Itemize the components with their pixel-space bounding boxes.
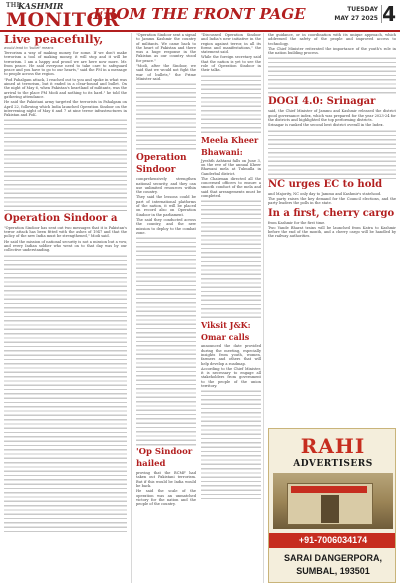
article-headline[interactable]: Live peacefully, (4, 32, 104, 46)
ad-phone[interactable]: +91-7006034174 (269, 533, 396, 548)
article-headline[interactable]: Meela Kheer Bhawani: (201, 134, 259, 157)
article-paragraph: "Operation Sindoor sent a signal to Jammu Kashmir the country of militants. We came back to the heart of Pakistan and there was a huge response in the Pakistan as our country stood for peace." (136, 33, 196, 63)
article-paragraph: "Pod Pahalgam attack, I reached out to you and spoke in what was aimed at terrorism, but it ended in a clear-bound and bullet. On the night of May 6, when Pakistan's heartland of militants, was the arrival to the place PM Modi and nothing to its hard." he told the gathering attendance. (4, 77, 127, 99)
column-2 (136, 33, 196, 508)
article-byline: would lead to 'bullet' means (4, 46, 54, 50)
page-number: 4 (382, 2, 396, 26)
column-4 (268, 33, 396, 240)
article (4, 213, 127, 534)
article-headline[interactable]: Operation Sindoor (136, 153, 187, 176)
article-paragraph: "Modi, after the Sindoor, we said that we would not fight the war of bullets," the Prime Minister said. (136, 64, 196, 81)
text-continuation (201, 199, 261, 319)
article-paragraph: He said the mission of national security is not a mission but a vow, and every Indian soldier who went on to that day was by our collective understanding. (4, 239, 127, 253)
article-headline[interactable]: 'Op Sindoor hailed (136, 447, 193, 470)
article-paragraph: the guidance, or in coordination with its unique approach, which addressed the safety of the people and improved access to technology. (268, 33, 396, 46)
article-paragraph: said, the Chief Minister of Jammu and Kashmir released the district good governance index, which was prepared for the year 2023-24 for the districts and highlighted the top performing districts. (268, 109, 396, 123)
text-continuation (268, 56, 396, 96)
column-3 (201, 33, 261, 499)
shop-sign-icon (291, 486, 367, 493)
article-paragraph: from Kashmir for the first time. (268, 220, 326, 225)
article-paragraph: proving that the BCMF had taken out Pakistani terrorism. But if this would be India would be back. (136, 471, 196, 489)
article-headline[interactable]: Operation Sindoor a (4, 212, 118, 224)
column-divider (131, 33, 132, 583)
column-divider (263, 33, 264, 583)
article-paragraph: Jyeshth Ashtami falls on June 3, on the eve of the annual Kheer Bhawani mela at Tulmulla in Ganderbal district. (201, 158, 261, 176)
article-paragraph: announced the date provided during the meeting, especially insights from youth, women, farmers and others that will help develop a roadmap. (201, 344, 261, 366)
ad-address-line2: SUMBAL, 193501 (296, 566, 370, 576)
text-continuation (201, 389, 261, 499)
article-paragraph: The Chief Minister reiterated the importance of the youth's role in the nation building process. (268, 46, 396, 56)
text-continuation (136, 236, 196, 446)
text-continuation (4, 254, 127, 534)
issue-weekday: TUESDAY (347, 6, 378, 13)
shop-door-icon (321, 495, 339, 523)
article-headline[interactable]: DOGI 4.0: Srinagar (268, 96, 376, 108)
article-paragraph: "Discussed Operation Sindoor and India's new initiative in the region against terror, in all its forms and manifestations," the statement said. (201, 33, 261, 55)
article-paragraph: The Chairman directed all the concerned officers to ensure a smooth conduct of the mela and said that arrangements must be completed. (201, 176, 261, 199)
newspaper-logo (4, 1, 120, 31)
article-paragraph: Srinagar is ranked the second best district overall in the Index. (268, 123, 384, 128)
article-headline[interactable]: Viksit J&K: Omar calls (201, 320, 251, 343)
section-title: .FROM THE FRONT PAGE (88, 5, 306, 23)
article-headline[interactable]: NC urges EC to hold (268, 178, 383, 190)
issue-date (334, 5, 378, 23)
article-paragraph: He said the scale of the operation was an unmatched victory for the nation and the people of the country. (136, 489, 196, 507)
ad-tagline: ADVERTISERS (293, 459, 373, 469)
article-headline[interactable]: In a first, cherry cargo (268, 207, 395, 219)
article-paragraph: The party raises the key demand for the Council elections, and the party leaders the polls in the state. (268, 196, 396, 206)
issue-date-text: MAY 27 2025 (334, 15, 378, 22)
article-paragraph: According to the Chief Minister, it is necessary to engage all stakeholders from government to the people of the union territory. (201, 366, 261, 389)
column-1 (4, 33, 127, 534)
article-paragraph: comprehensively strengthen national security, and they can use unlimited resources within the country. (136, 177, 196, 195)
masthead (0, 0, 400, 32)
ad-brand: RAHI (300, 434, 366, 458)
logo-the: THE (6, 2, 22, 9)
article-paragraph: Two Vande Bharat trains will be launched from Katra to Kashmir before the end of the month, and a cherry cargo will be handled by the railway authorities. (268, 225, 396, 239)
text-continuation (201, 74, 261, 134)
advertisement[interactable] (268, 428, 396, 583)
article-paragraph: and Majority, NC only day to Jammu and Kashmir's statehood. (268, 191, 382, 196)
logo-kashmir: KASHMIR (18, 1, 64, 11)
article-paragraph: "Operation Sindoor has sent out two messages that it is Pakistan's terror attack has been fitted with the ashes of 1947 and that the policy of the new India must be strengthened," Modi said. (4, 225, 127, 239)
article-paragraph: While the foreign secretary said that the nation is yet to see the role of Operation Sindoor in their talks. (201, 55, 261, 73)
text-continuation (4, 118, 127, 208)
article-paragraph: Terrorism a way of making money for some. If we don't make terrorism a tool of making money, it will stop and it will be terrorism. I am a happy and proud we are here now more. Mr. from peace. He said everyone need to take care to safeguard peace and you have to go to our hearts," said the PM in a message to people across the region. (4, 51, 127, 77)
text-continuation (136, 82, 196, 152)
text-continuation (268, 129, 396, 179)
article (4, 33, 127, 208)
ad-address-line1: SARAI DANGERPORA, (283, 553, 382, 563)
story-separator (4, 210, 127, 211)
logo-monitor: MONITOR (6, 9, 120, 31)
article-paragraph: They said the lessons could be part of international platforms of the nation, it will be placed on record also on Operation Sindoor in the parliament. (136, 195, 196, 217)
article-paragraph: The said they conducted across the country, and the new mission to deploy to the combat zone. (136, 217, 196, 235)
article-paragraph: He said the Pakistani army targeted the terrorists in Pahalgam on April 22, following which India launched Operation Sindoor on the intervening night of May 6 and 7 at nine terror infrastructures in Pakistan and PoK. (4, 100, 127, 118)
